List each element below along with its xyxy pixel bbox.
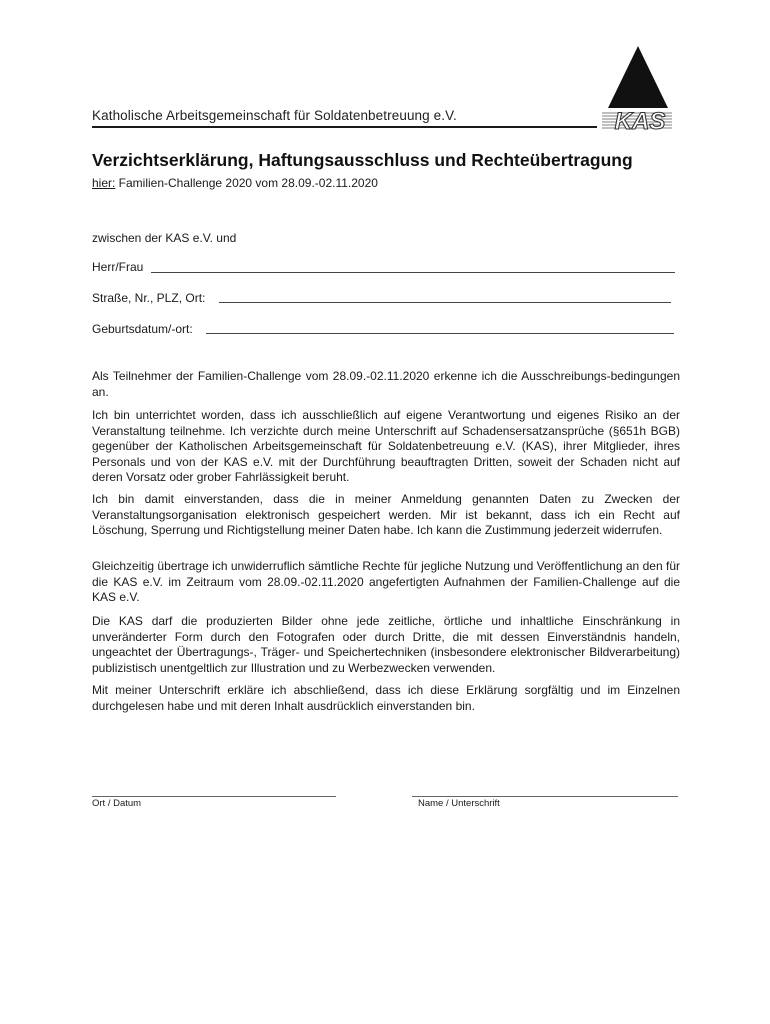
signature-field[interactable] bbox=[412, 796, 678, 797]
signature-label: Name / Unterschrift bbox=[418, 798, 500, 809]
place-date-field[interactable] bbox=[92, 796, 336, 797]
field-label-address: Straße, Nr., PLZ, Ort: bbox=[92, 291, 206, 305]
paragraph-data-protection: Ich bin damit einverstanden, dass die in meiner Anmeldung genannten Daten zu Zwecken der Veranstaltungsorganisation elektronisch gespeichert werden. Mir ist bekannt, dass ich ein Recht auf Löschung, Sperrung und Richtigstellung meiner Daten habe. Ich kann die Zustimmung jederzeit widerrufen. bbox=[92, 492, 680, 538]
field-label-birth: Geburtsdatum/-ort: bbox=[92, 322, 193, 336]
field-label-name: Herr/Frau bbox=[92, 260, 144, 274]
subtitle bbox=[92, 176, 378, 190]
logo-text: KAS bbox=[614, 108, 666, 132]
address-field[interactable] bbox=[219, 302, 671, 303]
logo-triangle-icon bbox=[608, 46, 668, 108]
name-field[interactable] bbox=[151, 272, 675, 273]
subtitle-label: hier: bbox=[92, 176, 116, 190]
page-title: Verzichtserklärung, Haftungsausschluss und Rechteübertragung bbox=[92, 150, 633, 170]
place-date-label: Ort / Datum bbox=[92, 798, 142, 809]
paragraph-image-use: Die KAS darf die produzierten Bilder ohne jede zeitliche, örtliche und inhaltliche Einschränkung in unveränderter Form durch den Fotografen oder durch Dritte, die mit dessen Einverständnis handeln, ungeachtet der Übertragungs-, Träger- und Speichertechniken (insbesondere elektronischer Bildverarbeitung) publizistisch unentgeltlich zur Illustration und zu Werbezwecken verwenden. bbox=[92, 614, 680, 675]
header-rule bbox=[92, 126, 597, 128]
intro-text: zwischen der KAS e.V. und bbox=[92, 231, 237, 245]
paragraph-confirmation: Mit meiner Unterschrift erkläre ich abschließend, dass ich diese Erklärung sorgfältig und im Einzelnen durchgelesen habe und mit deren Inhalt ausdrücklich einverstanden bin. bbox=[92, 683, 680, 713]
paragraph-rights-transfer: Gleichzeitig übertrage ich unwiderruflich sämtliche Rechte für jegliche Nutzung und Veröffentlichung an den für die KAS e.V. im Zeitraum vom 28.09.-02.11.2020 angefertigten Aufnahmen der Familien-Challenge auf die KAS e.V. bbox=[92, 559, 680, 605]
birth-field[interactable] bbox=[206, 333, 674, 334]
subtitle-text: Familien-Challenge 2020 vom 28.09.-02.11.2020 bbox=[115, 176, 378, 190]
paragraph-conditions: Als Teilnehmer der Familien-Challenge vom 28.09.-02.11.2020 erkenne ich die Ausschreibungs-bedingungen an. bbox=[92, 369, 680, 399]
paragraph-liability: Ich bin unterrichtet worden, dass ich ausschließlich auf eigene Verantwortung und eigenes Risiko an der Veranstaltung teilnehme. Ich verzichte durch meine Unterschrift auf Schadensersatzansprüche (§651h BGB) gegenüber der Katholischen Arbeitsgemeinschaft für Soldatenbetreuung e.V. (KAS), ihrer Mitglieder, ihres Personals und von der KAS e.V. mit der Durchführung beauftragten Dritten, soweit der Schaden nicht auf deren Vorsatz oder grober Fahrlässigkeit beruht. bbox=[92, 408, 680, 485]
organization-name: Katholische Arbeitsgemeinschaft für Soldatenbetreuung e.V. bbox=[92, 108, 457, 123]
kas-logo bbox=[598, 46, 680, 132]
